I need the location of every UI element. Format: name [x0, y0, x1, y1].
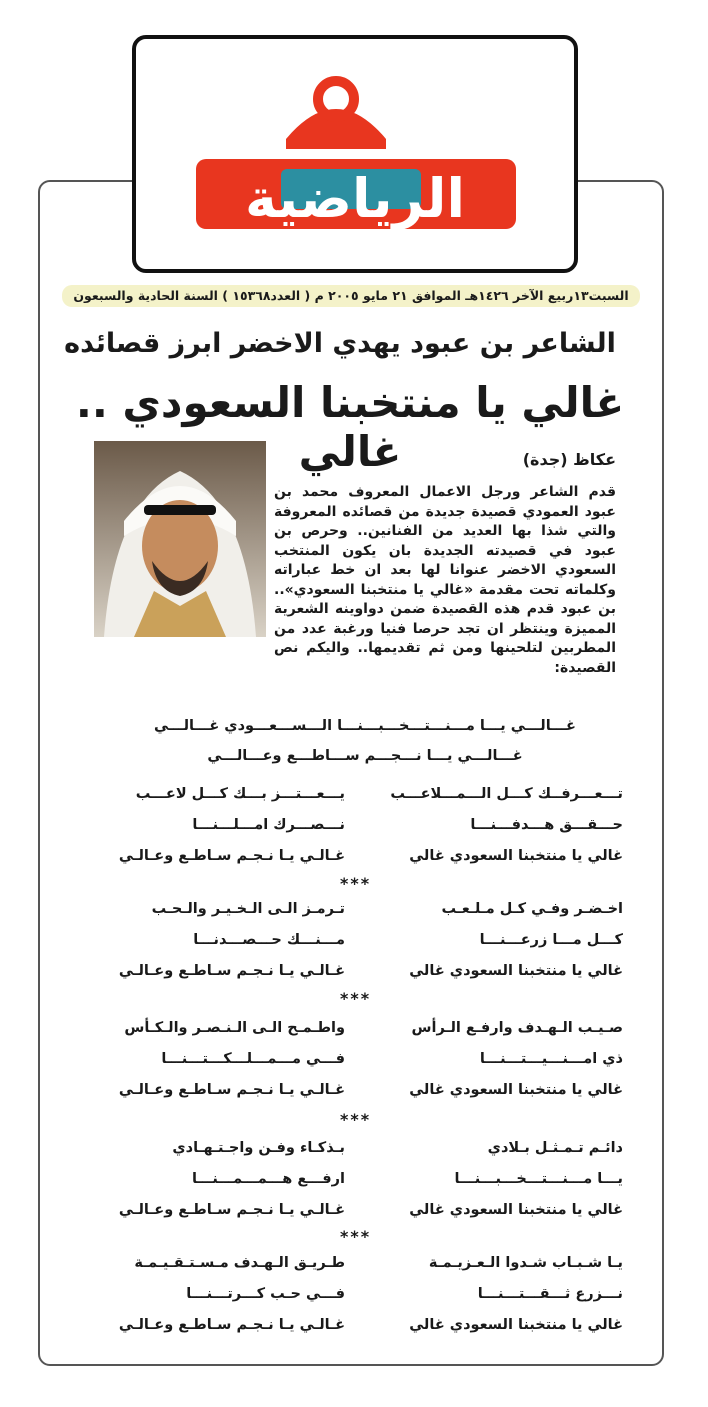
stanza-separator: ***: [340, 1110, 372, 1129]
poem-line-right: اخـضـر وفـي كـل مـلـعـب: [441, 901, 623, 917]
poem-line-right: غالي يا منتخبنا السعودي غالي: [409, 1082, 623, 1098]
poem-line-right: يـا شـبـاب شـدوا الـعـزيـمـة: [428, 1255, 623, 1271]
poem-line-left: فـــي مـــمـــلـــكـــتـــنـــا: [161, 1051, 345, 1067]
stanza-separator: ***: [340, 874, 372, 893]
poem-line-right: غالي يا منتخبنا السعودي غالي: [409, 848, 623, 864]
poem-line-right: نـــزرع ثـــقـــتـــنـــا: [477, 1286, 623, 1302]
poem-line-left: تـرمـز الـى الـخـيـر والـحـب: [151, 901, 345, 917]
poem: [100, 718, 630, 777]
logo-emblem: [136, 39, 574, 269]
headline: غالي يا منتخبنا السعودي .. غالي: [75, 378, 625, 476]
poem-line-right: غالي يا منتخبنا السعودي غالي: [409, 1202, 623, 1218]
poem-line-left: مـــنـــك حـــصـــدنـــا: [193, 932, 345, 948]
poem-line-right: دائـم تـمـثـل بـلادي: [487, 1140, 623, 1156]
poem-line-right: صـيـب الـهـدف وارفـع الـرأس: [411, 1020, 623, 1036]
poem-line-right: يـــا مـــنـــتـــخـــبـــنـــا: [454, 1171, 623, 1187]
dateline: السبت١٣ربيع الآخر ١٤٢٦هـ الموافق ٢١ مايو ٢٠٠٥ م ( العدد١٥٣٦٨ ) السنة الحادية والسبعون: [62, 285, 640, 307]
poem-line-left: غـالـي يـا نـجـم سـاطـع وعـالـي: [118, 1082, 345, 1098]
poem-line-right: تـــعـــرفــك كـــل الـــمـــلاعـــب: [390, 786, 623, 802]
poem-line-left: نـــصـــرك امـــلـــنـــا: [192, 817, 345, 833]
poem-line-right: ذي امـــنـــيـــتـــنـــا: [479, 1051, 623, 1067]
poem-line-right: كـــل مـــا زرعـــنـــا: [479, 932, 623, 948]
stanza-separator: ***: [340, 989, 372, 1008]
poem-line-left: يـــعـــتـــز بـــك كـــل لاعـــب: [135, 786, 345, 802]
poem-line-left: غـالـي يـا نـجـم سـاطـع وعـالـي: [118, 848, 345, 864]
poem-line-left: واطـمـح الـى الـنـصـر والـكـأس: [124, 1020, 345, 1036]
poem-intro-line-2: غـــالـــي يـــا نـــجـــم ســـاطـــع وعـــالـــي: [207, 747, 523, 764]
poem-line-left: فـــي حـب كـــرتـــنـــا: [186, 1286, 345, 1302]
byline: عكاظ (جدة): [522, 450, 616, 469]
poem-line-right: غالي يا منتخبنا السعودي غالي: [409, 1317, 623, 1333]
poem-intro-line-1: غـــالـــي يـــا مـــنـــتـــخـــبـــنـــا الـــســـعـــودي غـــالـــي: [154, 718, 576, 734]
poem-line-left: طـريـق الـهـدف مـسـتـقـيـمـة: [134, 1255, 345, 1271]
article-body: [96, 483, 616, 678]
poem-line-left: غـالـي يـا نـجـم سـاطـع وعـالـي: [118, 1317, 345, 1333]
article-text: قدم الشاعر ورجل الاعمال المعروف محمد بن عبود العمودي قصيدة جديدة من قصائده المعروفة والتي شذا بها العديد من الفنانين.. وحرص بن عبود في قصيدته الجديدة بان يكون المنتخب السعودي الاخضر عنوانا لها بعد ان خط عباراته وكلماته تحت مقدمة «غالي يا منتخبنا السعودي».. بن عبود قدم هذه القصيدة ضمن دواوينه الشعرية المميزة وينتظر ان تجد حرصا فنيا ورغبة عدد من المطربين لتلحينها ومن ثم تقديمها.. واليكم نص القصيدة:: [274, 484, 616, 676]
poem-line-right: غالي يا منتخبنا السعودي غالي: [409, 963, 623, 979]
newspaper-logo: [132, 35, 578, 273]
poem-line-left: ارفـــع هـــمـــمـــنـــا: [192, 1171, 345, 1187]
poem-line-left: غـالـي يـا نـجـم سـاطـع وعـالـي: [118, 1202, 345, 1218]
stanza-separator: ***: [340, 1227, 372, 1246]
poem-line-left: بـذكـاء وفـن واجـتـهـادي: [172, 1140, 345, 1156]
poem-line-left: غـالـي يـا نـجـم سـاطـع وعـالـي: [118, 963, 345, 979]
logo-text: الرياضية: [245, 167, 465, 230]
poem-line-right: حـــقـــق هـــدفـــنـــا: [470, 817, 623, 833]
sub-headline: الشاعر بن عبود يهدي الاخضر ابرز قصائده: [64, 328, 616, 359]
